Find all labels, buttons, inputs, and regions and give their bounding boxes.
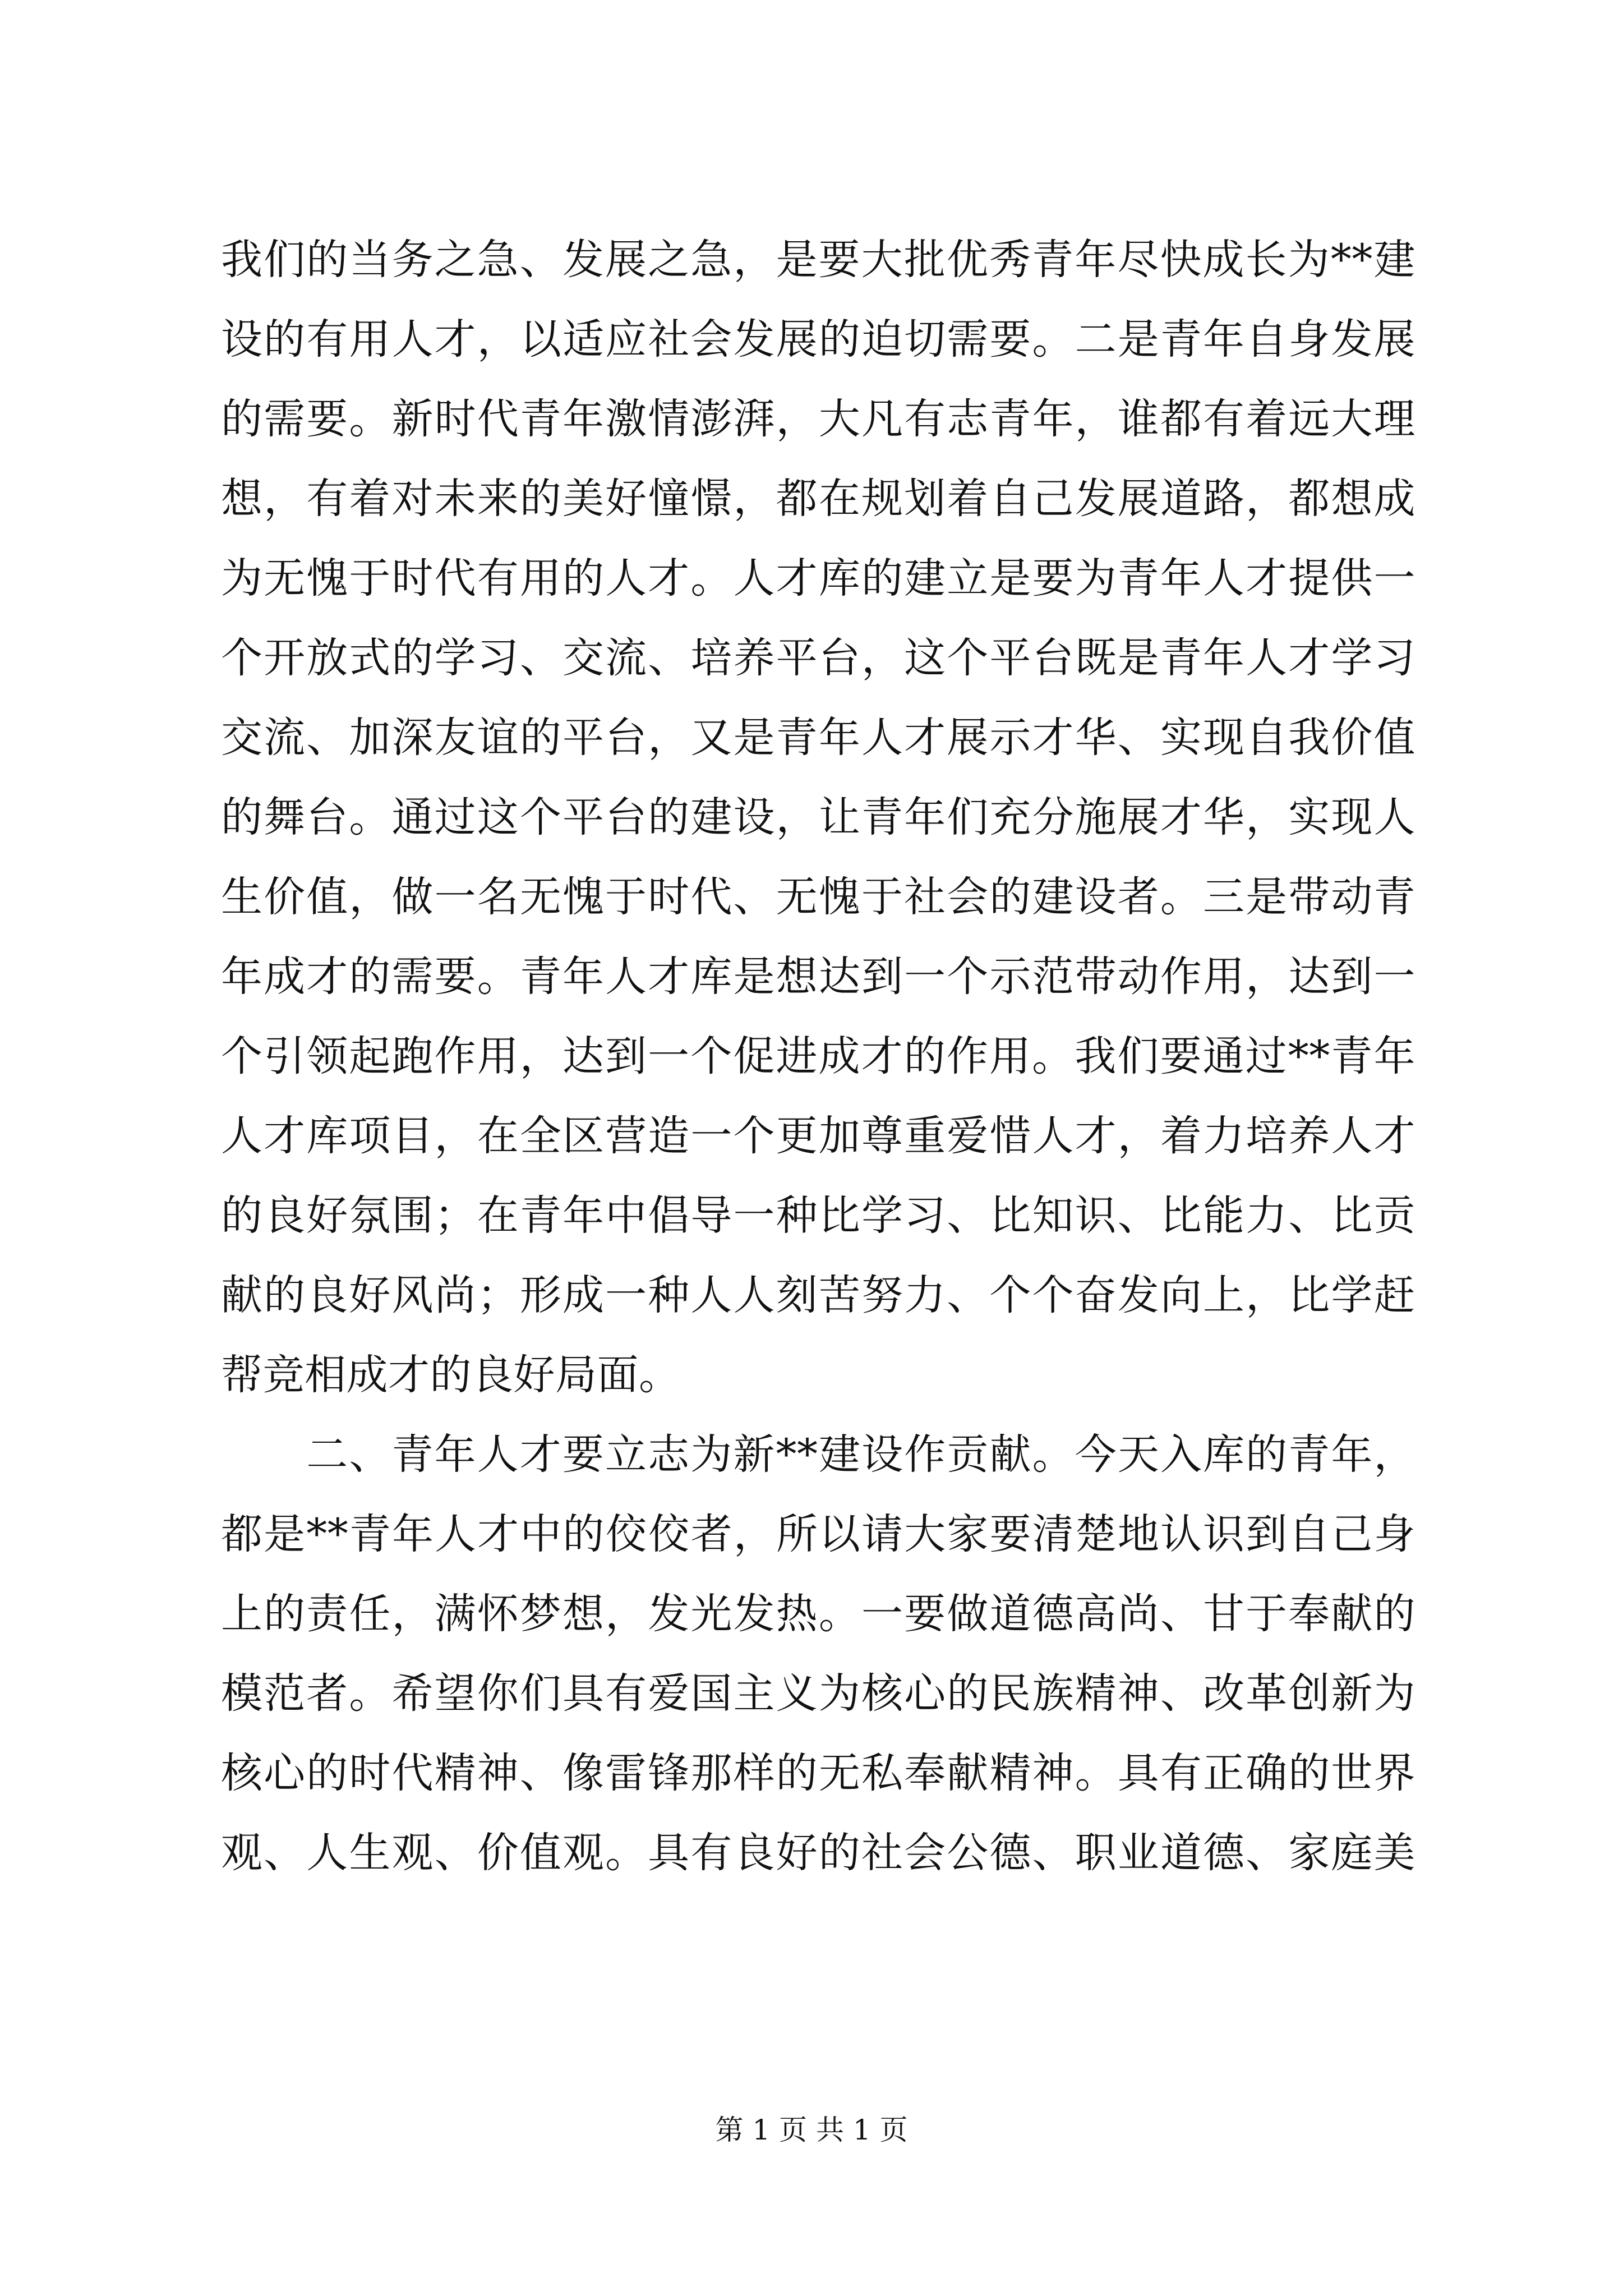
text-line: 观、人生观、价值观。具有良好的社会公德、职业道德、家庭美 bbox=[221, 1829, 1415, 1877]
text-line: 都是**青年人才中的佼佼者，所以请大家要清楚地认识到自己身 bbox=[221, 1510, 1415, 1558]
text-line: 的舞台。通过这个平台的建设，让青年们充分施展才华，实现人 bbox=[221, 793, 1415, 841]
text-line: 交流、加深友谊的平台，又是青年人才展示才华、实现自我价值 bbox=[221, 714, 1415, 762]
text-line: 人才库项目，在全区营造一个更加尊重爱惜人才，着力培养人才 bbox=[221, 1112, 1415, 1160]
text-line: 我们的当务之急、发展之急，是要大批优秀青年尽快成长为**建 bbox=[221, 236, 1415, 284]
text-line: 为无愧于时代有用的人才。人才库的建立是要为青年人才提供一 bbox=[221, 554, 1415, 602]
text-line: 核心的时代精神、像雷锋那样的无私奉献精神。具有正确的世界 bbox=[221, 1749, 1415, 1797]
text-line: 设的有用人才，以适应社会发展的迫切需要。二是青年自身发展 bbox=[221, 315, 1415, 364]
text-line: 个开放式的学习、交流、培养平台，这个平台既是青年人才学习 bbox=[221, 634, 1415, 682]
body-text bbox=[221, 220, 1415, 1893]
text-line: 想，有着对未来的美好憧憬，都在规划着自己发展道路，都想成 bbox=[221, 475, 1415, 523]
text-line: 生价值，做一名无愧于时代、无愧于社会的建设者。三是带动青 bbox=[221, 873, 1415, 921]
page-footer: 第 1 页 共 1 页 bbox=[715, 2114, 908, 2146]
text-line: 帮竞相成才的良好局面。 bbox=[221, 1351, 681, 1399]
text-line: 年成才的需要。青年人才库是想达到一个示范带动作用，达到一 bbox=[221, 953, 1415, 1001]
text-line: 献的良好风尚；形成一种人人刻苦努力、个个奋发向上，比学赶 bbox=[221, 1271, 1415, 1319]
text-line: 个引领起跑作用，达到一个促进成才的作用。我们要通过**青年 bbox=[221, 1032, 1415, 1080]
text-line: 上的责任，满怀梦想，发光发热。一要做道德高尚、甘于奉献的 bbox=[221, 1590, 1415, 1638]
text-line: 的良好氛围；在青年中倡导一种比学习、比知识、比能力、比贡 bbox=[221, 1191, 1415, 1240]
text-line: 的需要。新时代青年激情澎湃，大凡有志青年，谁都有着远大理 bbox=[221, 395, 1415, 443]
text-line: 二、青年人才要立志为新**建设作贡献。今天入库的青年， bbox=[221, 1430, 1415, 1479]
text-line: 模范者。希望你们具有爱国主义为核心的民族精神、改革创新为 bbox=[221, 1669, 1415, 1718]
